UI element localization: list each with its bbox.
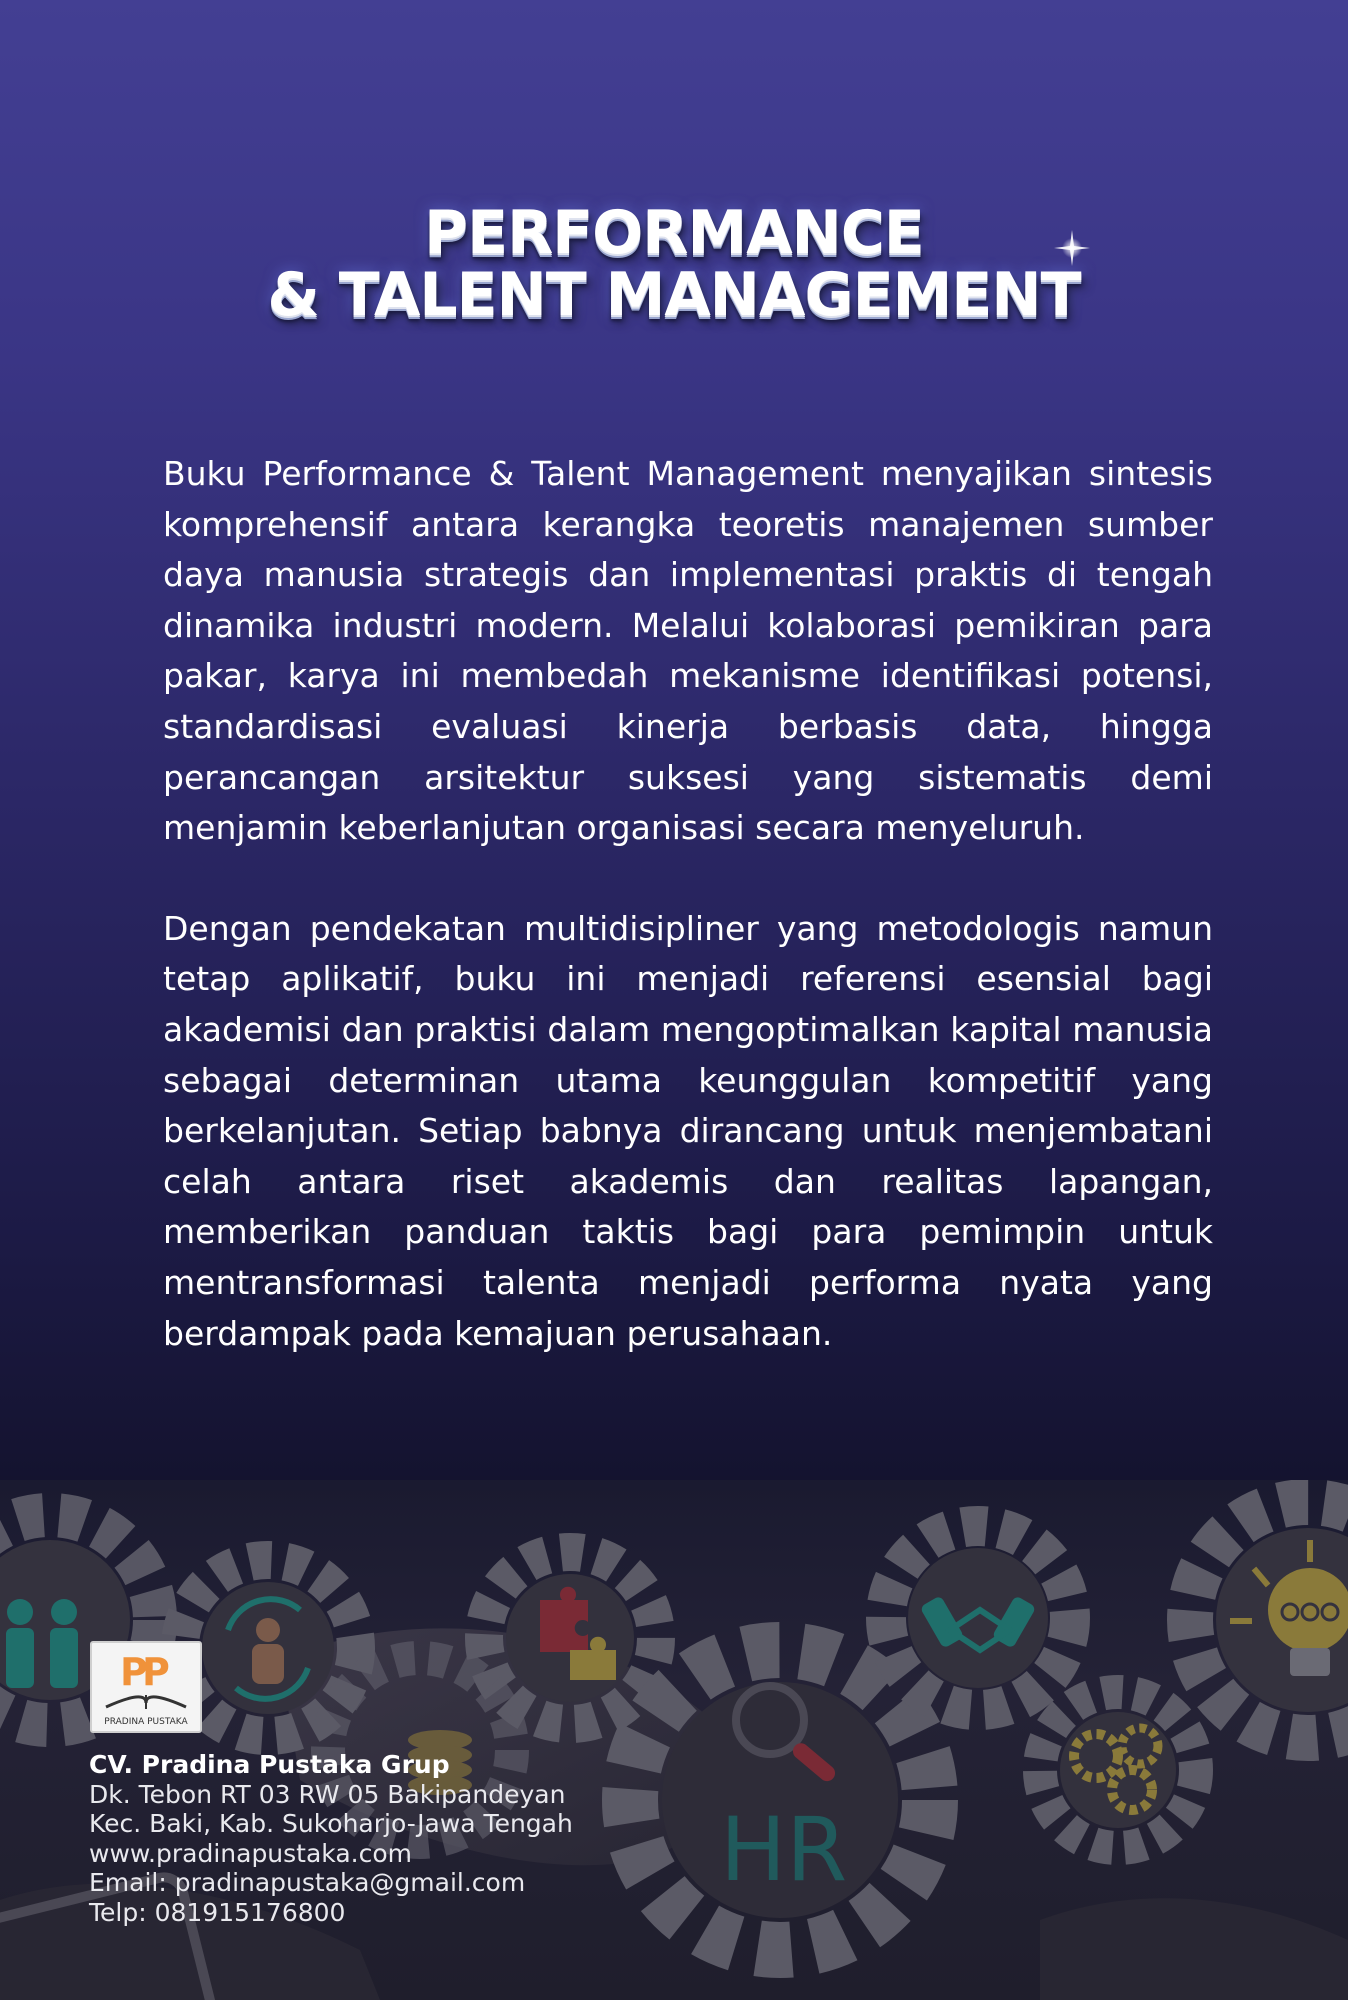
book-title-line2: & TALENT MANAGEMENT [267,260,1081,330]
publisher-name: CV. Pradina Pustaka Grup [89,1750,450,1779]
publisher-email: Email: pradinapustaka@gmail.com [89,1868,526,1898]
book-title [0,198,1348,330]
publisher-phone: Telp: 081915176800 [89,1897,346,1927]
book-description [163,449,1213,1409]
book-title-line1: PERFORMANCE [424,198,924,268]
publisher-address-line2: Kec. Baki, Kab. Sukoharjo-Jawa Tengah [89,1809,573,1839]
svg-text:P: P [142,1650,170,1694]
logo-caption: PRADINA PUSTAKA [104,1717,188,1727]
publisher-contact [89,1750,689,1928]
description-paragraph-1: Buku Performance & Talent Management menyajikan sintesis komprehensif antara kerangka teoretis manajemen sumber daya manusia strategis dan implementasi praktis di tengah dinamika industri modern. Melalui kolaborasi pemikiran para pakar, karya ini membedah mekanisme identifikasi potensi, standardisasi evaluasi kinerja berbasis data, hingga perancangan arsitektur suksesi yang sistematis demi menjamin keberlanjutan organisasi secara menyeluruh. [163,454,1213,848]
publisher-website: www.pradinapustaka.com [89,1838,412,1868]
handshake-gear [886,1526,1070,1710]
gears-cluster-gear [1040,1692,1196,1848]
lightbulb-gear [1190,1502,1348,1738]
publisher-address-line1: Dk. Tebon RT 03 RW 05 Bakipandeyan [89,1779,566,1809]
description-paragraph-2: Dengan pendekatan multidisipliner yang metodologis namun tetap aplikatif, buku ini menjadi referensi esensial bagi akademisi dan praktisi dalam mengoptimalkan kapital manusia sebagai determinan utama keunggulan kompetitif yang berkelanjutan. Setiap babnya dirancang untuk menjembatani celah antara riset akademis dan realitas lapangan, memberikan panduan taktis bagi para pemimpin untuk mentransformasi talenta menjadi performa nyata yang berdampak pada kemajuan perusahaan. [163,908,1213,1353]
svg-text:P: P [120,1650,148,1694]
book-logo-icon [92,1645,200,1715]
sparkle-icon [1052,228,1092,268]
publisher-logo [90,1641,202,1733]
hr-label: HR [720,1798,848,1901]
